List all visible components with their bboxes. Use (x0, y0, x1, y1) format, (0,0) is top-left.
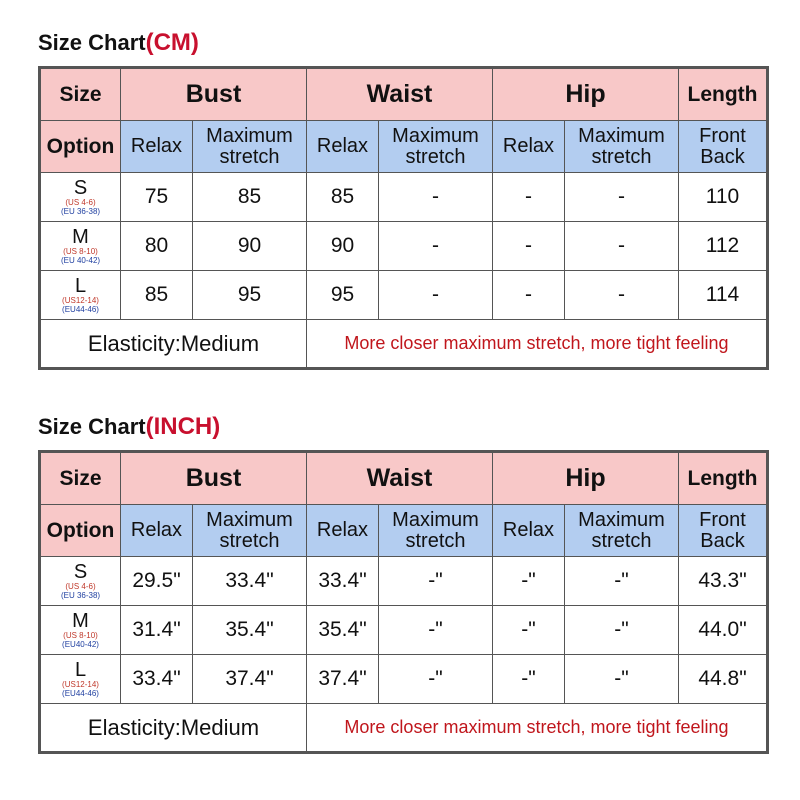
table-cell: 90 (193, 222, 307, 271)
table-cell: 95 (193, 271, 307, 320)
table-cell: 44.0" (679, 606, 768, 655)
table-cell: -" (493, 655, 565, 704)
elasticity-label: Elasticity:Medium (40, 704, 307, 753)
table-cell: -" (379, 557, 493, 606)
chart-unit: (INCH) (145, 413, 221, 440)
table-cell: 43.3" (679, 557, 768, 606)
table-row (40, 222, 768, 271)
hip-max-header: Maximum stretch (565, 121, 679, 173)
bust-max-header: Maximum stretch (193, 505, 307, 557)
hip-header: Hip (493, 68, 679, 121)
hip-max-header: Maximum stretch (565, 505, 679, 557)
table-cell: 37.4" (307, 655, 379, 704)
table-cell: - (493, 173, 565, 222)
waist-relax-header: Relax (307, 121, 379, 173)
table-cell: -" (565, 655, 679, 704)
length-frontback-header: Front Back (679, 505, 768, 557)
waist-max-header: Maximum stretch (379, 505, 493, 557)
table-cell: 44.8" (679, 655, 768, 704)
size-cell: L (US12-14) (EU44-46) (40, 655, 121, 704)
table-cell: -" (565, 606, 679, 655)
bust-header: Bust (121, 452, 307, 505)
table-cell: - (493, 222, 565, 271)
table-cell: -" (379, 606, 493, 655)
table-cell: 110 (679, 173, 768, 222)
table-cell: 90 (307, 222, 379, 271)
table-cell: -" (493, 557, 565, 606)
table-cell: - (379, 222, 493, 271)
length-header: Length (679, 452, 768, 505)
chart-heading (38, 26, 766, 66)
table-cell: 33.4" (121, 655, 193, 704)
table-row (40, 173, 768, 222)
table-cell: 85 (193, 173, 307, 222)
option-header: Option (40, 121, 121, 173)
table-cell: 114 (679, 271, 768, 320)
waist-relax-header: Relax (307, 505, 379, 557)
size-header: Size (40, 68, 121, 121)
table-row (40, 271, 768, 320)
waist-header: Waist (307, 68, 493, 121)
chart-title: Size Chart (38, 30, 146, 55)
table-cell: 37.4" (193, 655, 307, 704)
chart-unit: (CM) (145, 29, 199, 56)
size-chart-cm (38, 26, 766, 370)
table-cell: 75 (121, 173, 193, 222)
table-cell: 85 (307, 173, 379, 222)
hip-relax-header: Relax (493, 121, 565, 173)
size-cell: L (US12-14) (EU44-46) (40, 271, 121, 320)
table-cell: 95 (307, 271, 379, 320)
size-cell: S (US 4-6) (EU 36-38) (40, 173, 121, 222)
size-cell: S (US 4-6) (EU 36-38) (40, 557, 121, 606)
table-row (40, 606, 768, 655)
size-cell: M (US 8-10) (EU40-42) (40, 606, 121, 655)
length-frontback-header: Front Back (679, 121, 768, 173)
bust-relax-header: Relax (121, 121, 193, 173)
table-cell: -" (379, 655, 493, 704)
table-cell: - (379, 173, 493, 222)
option-header: Option (40, 505, 121, 557)
hip-relax-header: Relax (493, 505, 565, 557)
table-cell: - (565, 222, 679, 271)
size-table (38, 66, 769, 370)
hip-header: Hip (493, 452, 679, 505)
size-cell: M (US 8-10) (EU 40-42) (40, 222, 121, 271)
size-table (38, 450, 769, 754)
waist-max-header: Maximum stretch (379, 121, 493, 173)
table-cell: 29.5" (121, 557, 193, 606)
size-chart-inch (38, 410, 766, 754)
stretch-note: More closer maximum stretch, more tight feeling (307, 704, 768, 753)
bust-max-header: Maximum stretch (193, 121, 307, 173)
table-cell: 31.4" (121, 606, 193, 655)
table-cell: -" (565, 557, 679, 606)
table-cell: 80 (121, 222, 193, 271)
table-cell: 33.4" (193, 557, 307, 606)
table-cell: - (565, 173, 679, 222)
length-header: Length (679, 68, 768, 121)
table-cell: 112 (679, 222, 768, 271)
chart-heading (38, 410, 766, 450)
table-cell: - (379, 271, 493, 320)
table-cell: -" (493, 606, 565, 655)
bust-header: Bust (121, 68, 307, 121)
table-cell: - (493, 271, 565, 320)
table-row (40, 655, 768, 704)
table-cell: 35.4" (193, 606, 307, 655)
table-cell: - (565, 271, 679, 320)
size-header: Size (40, 452, 121, 505)
elasticity-label: Elasticity:Medium (40, 320, 307, 369)
stretch-note: More closer maximum stretch, more tight feeling (307, 320, 768, 369)
table-cell: 85 (121, 271, 193, 320)
table-cell: 33.4" (307, 557, 379, 606)
table-row (40, 557, 768, 606)
chart-title: Size Chart (38, 414, 146, 439)
table-cell: 35.4" (307, 606, 379, 655)
waist-header: Waist (307, 452, 493, 505)
bust-relax-header: Relax (121, 505, 193, 557)
